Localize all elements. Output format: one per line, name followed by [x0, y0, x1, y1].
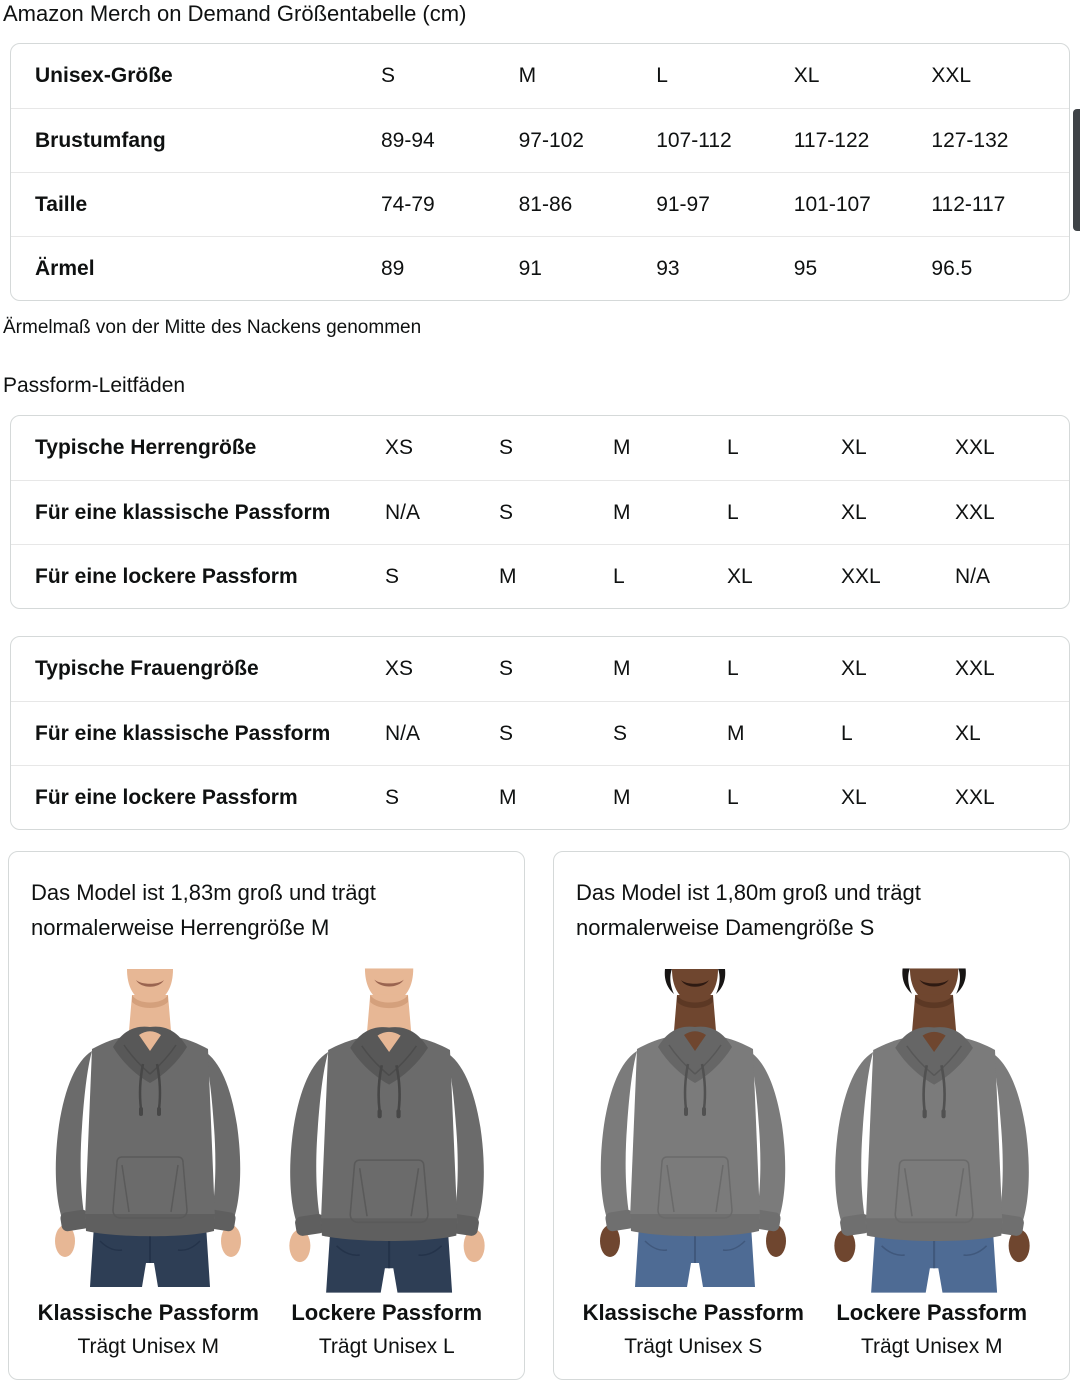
table-row: [11, 480, 1069, 544]
column-header: XXL: [931, 64, 972, 87]
cell-value: 127-132: [931, 128, 1009, 152]
column-header: XL: [793, 64, 820, 87]
cell-value: 95: [793, 256, 818, 280]
cell-value: 117-122: [793, 128, 870, 152]
row-label: Taille: [35, 192, 88, 216]
photo-captions: [576, 1299, 1049, 1359]
cell-value: 91: [518, 256, 542, 280]
row-label: Typische Herrengröße: [35, 436, 257, 459]
cell-value: S: [499, 721, 514, 745]
model-photos: [31, 969, 504, 1287]
table-header-row: [11, 44, 1069, 108]
cell-value: 89-94: [381, 128, 435, 152]
photo-captions: [31, 1299, 504, 1359]
row-label: Für eine lockere Passform: [35, 564, 298, 588]
cell-value: L: [613, 564, 625, 588]
cell-value: M: [727, 721, 745, 745]
womens-model-card: [553, 851, 1070, 1380]
cell-value: N/A: [385, 721, 421, 745]
table-row: [11, 701, 1069, 765]
cell-value: S: [385, 785, 400, 809]
caption-size: Trägt Unisex M: [77, 1335, 220, 1358]
cell-value: M: [613, 500, 631, 524]
cell-value: N/A: [955, 564, 991, 588]
womens-fit-table: [10, 636, 1070, 830]
female-loose-fit-photo: [814, 968, 1049, 1292]
cell-value: XXL: [955, 785, 995, 809]
cell-value: XXL: [955, 657, 995, 680]
scrollbar-thumb[interactable]: [1073, 109, 1080, 231]
cell-value: 93: [656, 256, 680, 280]
caption-size: Trägt Unisex M: [860, 1335, 1003, 1358]
caption-fit: Lockere Passform: [291, 1300, 483, 1325]
cell-value: XXL: [955, 436, 995, 459]
unisex-size-table: [10, 43, 1070, 301]
cell-value: M: [499, 564, 517, 588]
cell-value: XL: [841, 436, 867, 459]
caption: [270, 1299, 505, 1359]
cell-value: M: [613, 785, 631, 809]
mens-model-card: [8, 851, 525, 1380]
photo-frame: [36, 969, 260, 1287]
photo-frame: [581, 969, 805, 1287]
table-row: [11, 765, 1069, 829]
cell-value: 74-79: [381, 192, 435, 216]
row-label: Brustumfang: [35, 128, 166, 152]
cell-value: M: [613, 657, 631, 680]
cell-value: M: [499, 785, 517, 809]
cell-value: XL: [841, 785, 867, 809]
cell-value: N/A: [385, 500, 421, 524]
caption: [31, 1299, 266, 1359]
sleeve-measurement-note: Ärmelmaß von der Mitte des Nackens genommen: [3, 317, 422, 338]
cell-value: 89: [381, 256, 405, 280]
cell-value: XL: [841, 500, 867, 524]
cell-value: S: [385, 564, 400, 588]
model-description: Das Model ist 1,80m groß und trägt normalerweise Damengröße S: [576, 880, 921, 940]
cell-value: XL: [955, 721, 981, 745]
male-classic-fit-photo: [36, 969, 260, 1287]
cell-value: L: [841, 721, 853, 745]
row-label: Ärmel: [35, 256, 95, 280]
cell-value: L: [727, 785, 739, 809]
caption-size: Trägt Unisex L: [318, 1335, 455, 1358]
row-label: Für eine lockere Passform: [35, 785, 298, 809]
caption: [815, 1299, 1050, 1359]
column-header: M: [518, 64, 537, 87]
cell-value: XL: [841, 657, 867, 680]
column-header: S: [381, 64, 396, 87]
cell-value: L: [727, 436, 739, 459]
table-row: [11, 172, 1069, 236]
cell-value: S: [499, 436, 514, 459]
cell-value: 91-97: [656, 192, 710, 216]
row-label: Typische Frauengröße: [35, 657, 259, 680]
row-label: Unisex-Größe: [35, 64, 173, 87]
cell-value: XS: [385, 436, 414, 459]
table-row: [11, 236, 1069, 300]
cell-value: XXL: [841, 564, 881, 588]
table-row: [11, 416, 1069, 480]
model-photos: [576, 969, 1049, 1287]
female-classic-fit-photo: [581, 969, 805, 1287]
caption-fit: Lockere Passform: [836, 1300, 1028, 1325]
cell-value: S: [613, 721, 628, 745]
cell-value: L: [727, 500, 739, 524]
cell-value: XL: [727, 564, 753, 588]
photo-frame: [275, 969, 499, 1287]
mens-fit-table: [10, 415, 1070, 609]
table-row: [11, 108, 1069, 172]
caption-fit: Klassische Passform: [37, 1300, 259, 1325]
caption-fit: Klassische Passform: [582, 1300, 804, 1325]
cell-value: S: [499, 500, 514, 524]
model-cards: [8, 851, 1070, 1380]
male-loose-fit-photo: [269, 968, 504, 1292]
table-row: [11, 544, 1069, 608]
cell-value: XS: [385, 657, 414, 680]
model-description: Das Model ist 1,83m groß und trägt normalerweise Herrengröße M: [31, 880, 376, 940]
table-row: [11, 637, 1069, 701]
cell-value: XXL: [955, 500, 995, 524]
cell-value: L: [727, 657, 739, 680]
page-title: Amazon Merch on Demand Größentabelle (cm): [3, 1, 467, 26]
row-label: Für eine klassische Passform: [35, 721, 331, 745]
cell-value: 97-102: [518, 128, 584, 152]
caption: [576, 1299, 811, 1359]
cell-value: 107-112: [656, 128, 732, 152]
cell-value: 112-117: [931, 192, 1006, 216]
photo-frame: [820, 969, 1044, 1287]
row-label: Für eine klassische Passform: [35, 500, 331, 524]
cell-value: S: [499, 657, 514, 680]
cell-value: M: [613, 436, 631, 459]
caption-size: Trägt Unisex S: [624, 1335, 763, 1358]
cell-value: 101-107: [793, 192, 871, 216]
cell-value: 81-86: [518, 192, 573, 216]
column-header: L: [656, 64, 668, 87]
cell-value: 96.5: [931, 256, 973, 280]
fit-guides-heading: Passform-Leitfäden: [3, 374, 186, 397]
